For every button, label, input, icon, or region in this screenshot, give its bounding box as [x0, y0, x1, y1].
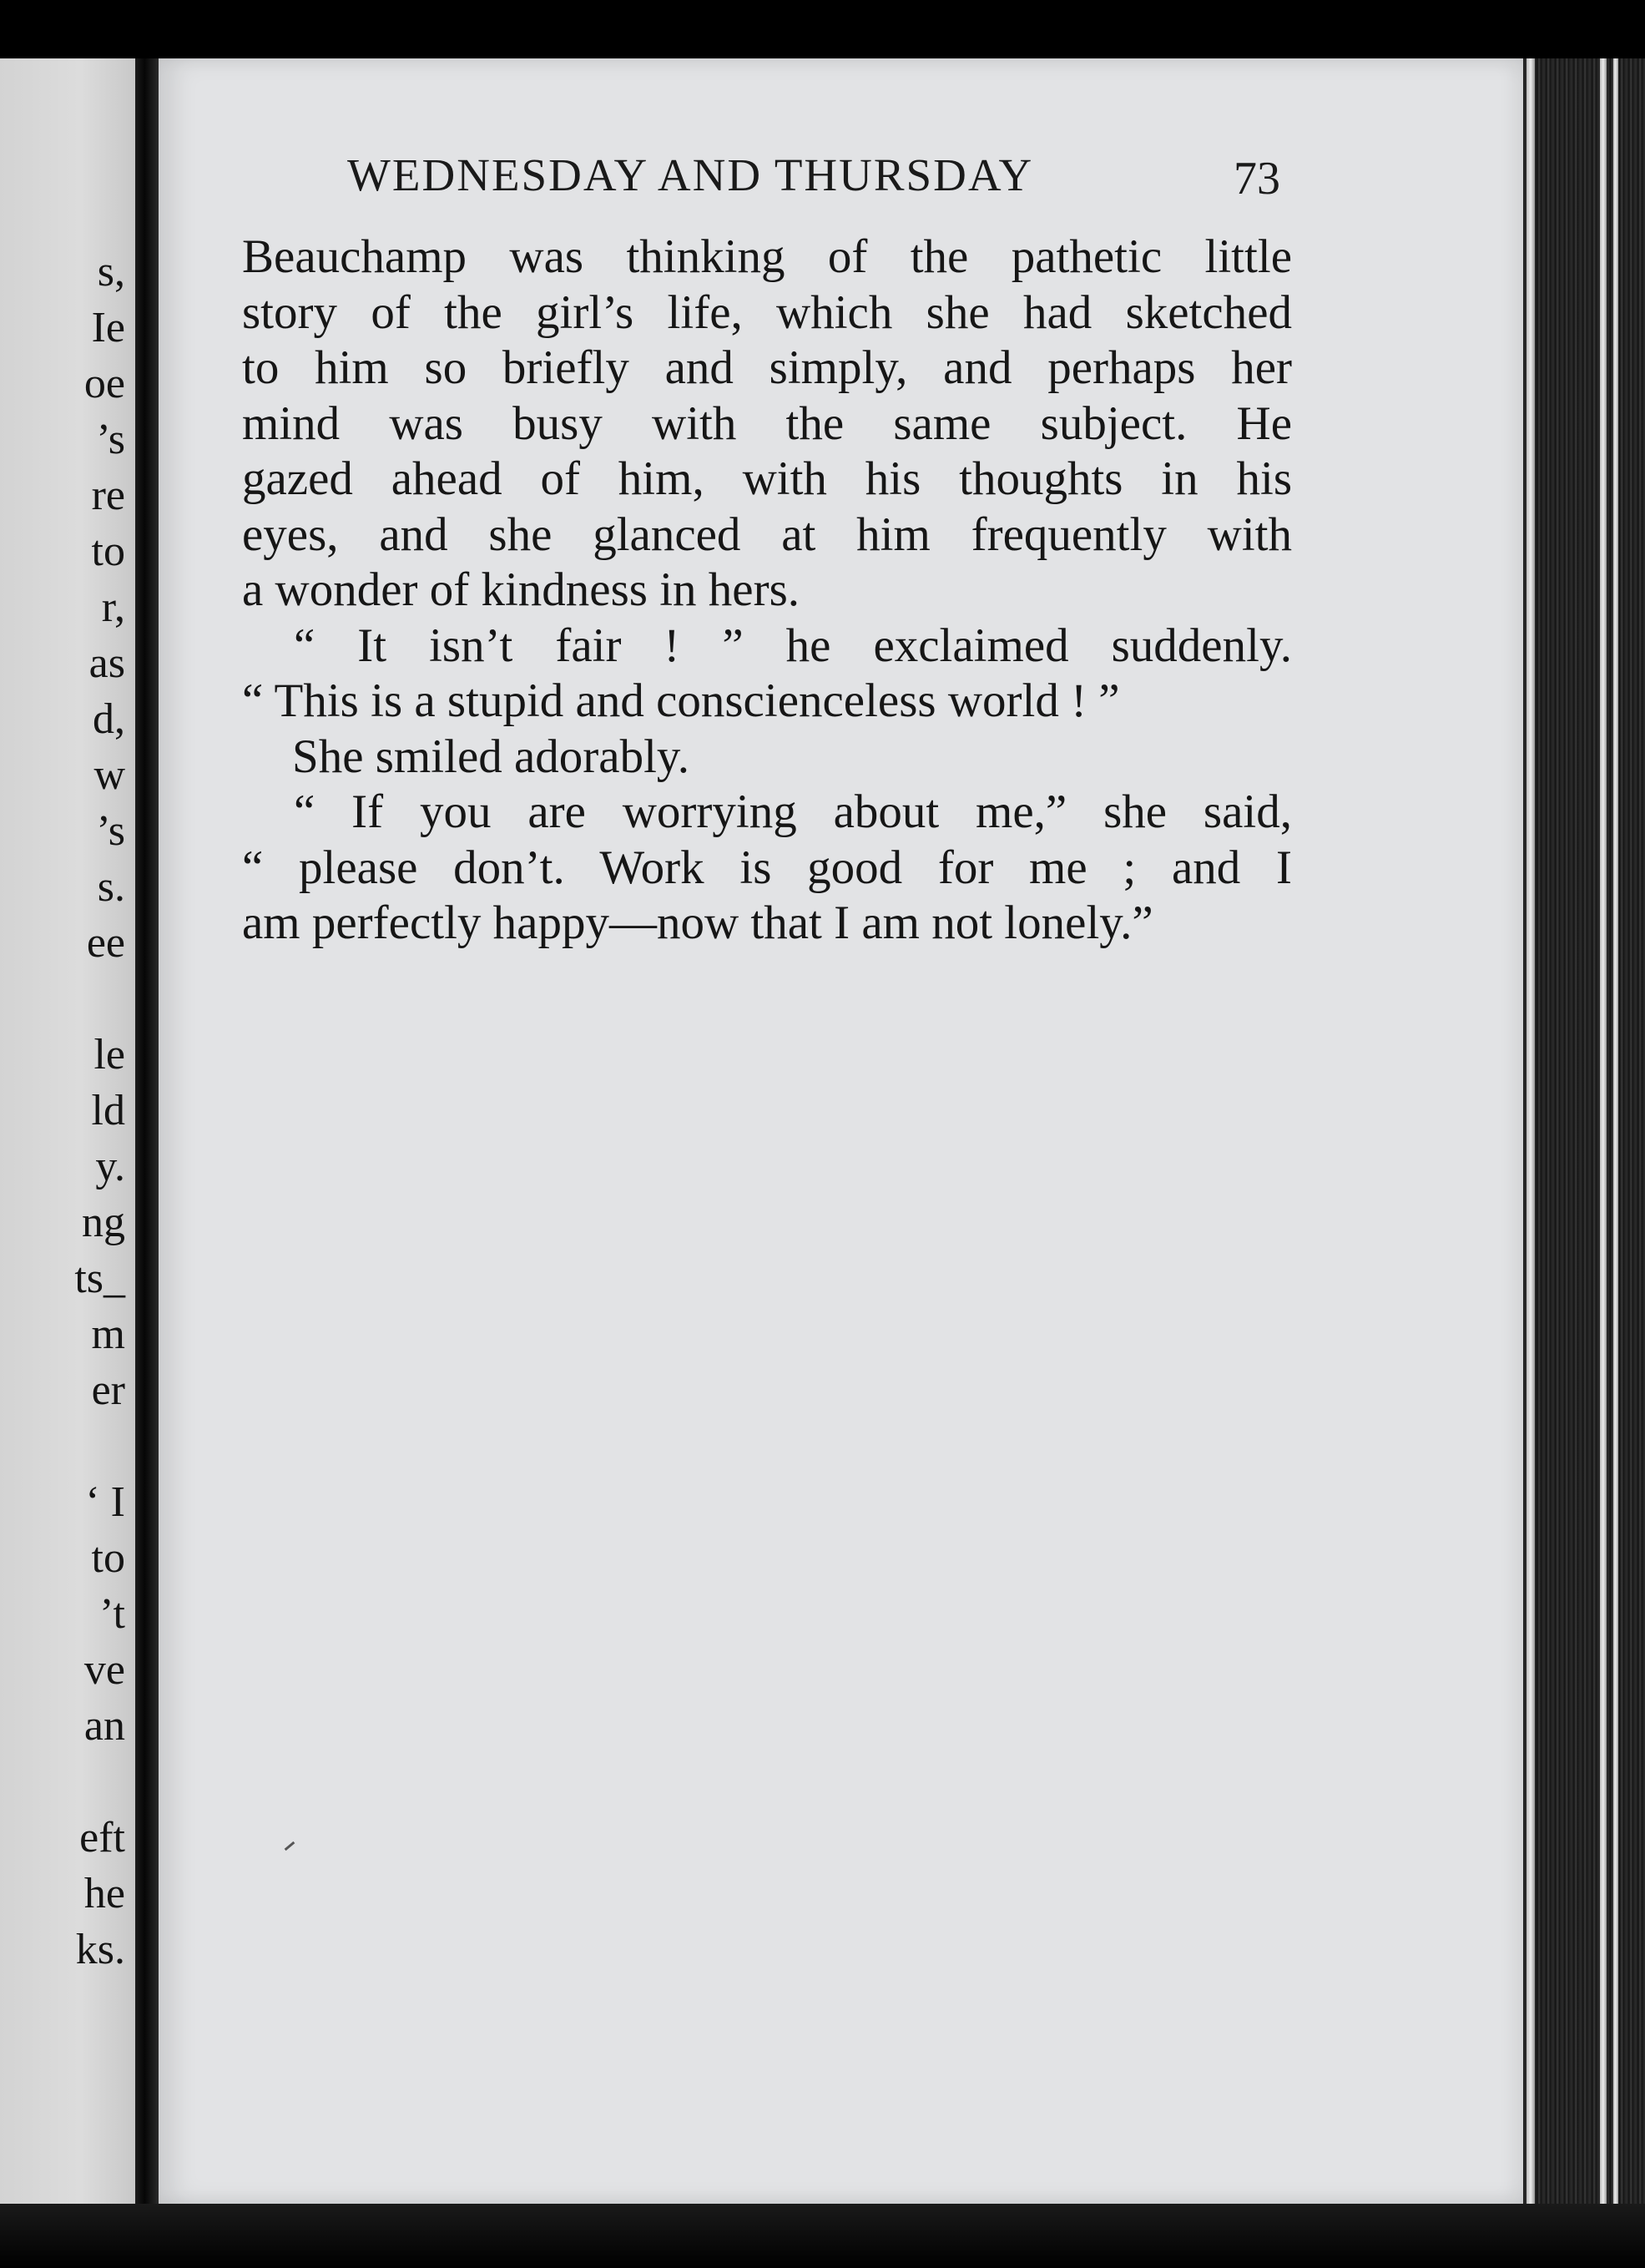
left-page-fragment: to [91, 1534, 125, 1582]
text-line: to him so briefly and simply, and perhaps her [242, 341, 1292, 394]
left-page-fragment: ‘ I [85, 1478, 125, 1526]
text-line: “ If you are worrying about me,” she said, [294, 785, 1292, 838]
left-page-fragment: ng [82, 1199, 125, 1246]
left-page-fragment: an [83, 1702, 125, 1750]
page-edge-highlight [1526, 58, 1535, 2204]
scan-background-top [0, 0, 1645, 58]
left-page-fragment: ee [86, 919, 125, 967]
left-page-fragment: ts_ [74, 1255, 125, 1302]
left-page-fragment: re [91, 472, 125, 519]
text-line: Beauchamp was thinking of the pathetic little [242, 230, 1292, 283]
left-page-fragment: ’s [96, 416, 125, 463]
text-line: “ please don’t. Work is good for me ; and I [242, 841, 1292, 894]
text-line: story of the girl’s life, which she had sketched [242, 285, 1292, 339]
left-page-fragment: w [93, 751, 125, 799]
text-line: “ It isn’t fair ! ” he exclaimed suddenly. [294, 619, 1292, 672]
previous-page-edge [0, 58, 135, 2204]
left-page-fragment: y. [95, 1143, 125, 1190]
left-page-fragment: ve [83, 1646, 125, 1694]
left-page-fragment: ’t [99, 1590, 125, 1638]
text-line: am perfectly happy—now that I am not lonely.” [242, 897, 1153, 949]
text-line: eyes, and she glanced at him frequently with [242, 508, 1292, 561]
text-line: a wonder of kindness in hers. [242, 563, 800, 616]
running-head: WEDNESDAY AND THURSDAY [347, 149, 1034, 200]
left-page-fragment: s, [97, 248, 125, 295]
left-page-fragment: le [93, 1031, 125, 1078]
left-page-fragment: he [83, 1870, 125, 1917]
text-line: gazed ahead of him, with his thoughts in his [242, 452, 1292, 505]
left-page-fragment: oe [83, 360, 125, 407]
text-line: She smiled adorably. [292, 730, 689, 783]
text-line: “ This is a stupid and conscienceless world ! ” [242, 674, 1120, 727]
left-page-fragment: r, [101, 583, 125, 631]
left-page-fragment: ld [91, 1087, 125, 1134]
page-number: 73 [1234, 153, 1280, 205]
left-page-fragment: d, [93, 695, 125, 743]
left-page-fragment: s. [97, 863, 125, 911]
page-edge-highlight [1613, 58, 1618, 2204]
left-page-fragment: to [91, 528, 125, 575]
left-page-fragment: er [91, 1366, 125, 1414]
book-gutter [135, 58, 159, 2204]
paper-speck [285, 1841, 295, 1851]
page-edge-highlight [1600, 58, 1607, 2204]
text-line: mind was busy with the same subject. He [242, 397, 1292, 450]
left-page-fragment: m [91, 1311, 125, 1358]
page-stack-edge [1523, 58, 1645, 2204]
left-page-fragment: as [88, 639, 125, 687]
left-page-fragment: ks. [75, 1926, 125, 1973]
left-page-fragment: Ie [91, 304, 125, 351]
scan-background-bottom [0, 2204, 1645, 2268]
left-page-fragment: ’s [96, 807, 125, 855]
left-page-fragment: eft [79, 1814, 125, 1861]
body-text [242, 230, 1292, 952]
